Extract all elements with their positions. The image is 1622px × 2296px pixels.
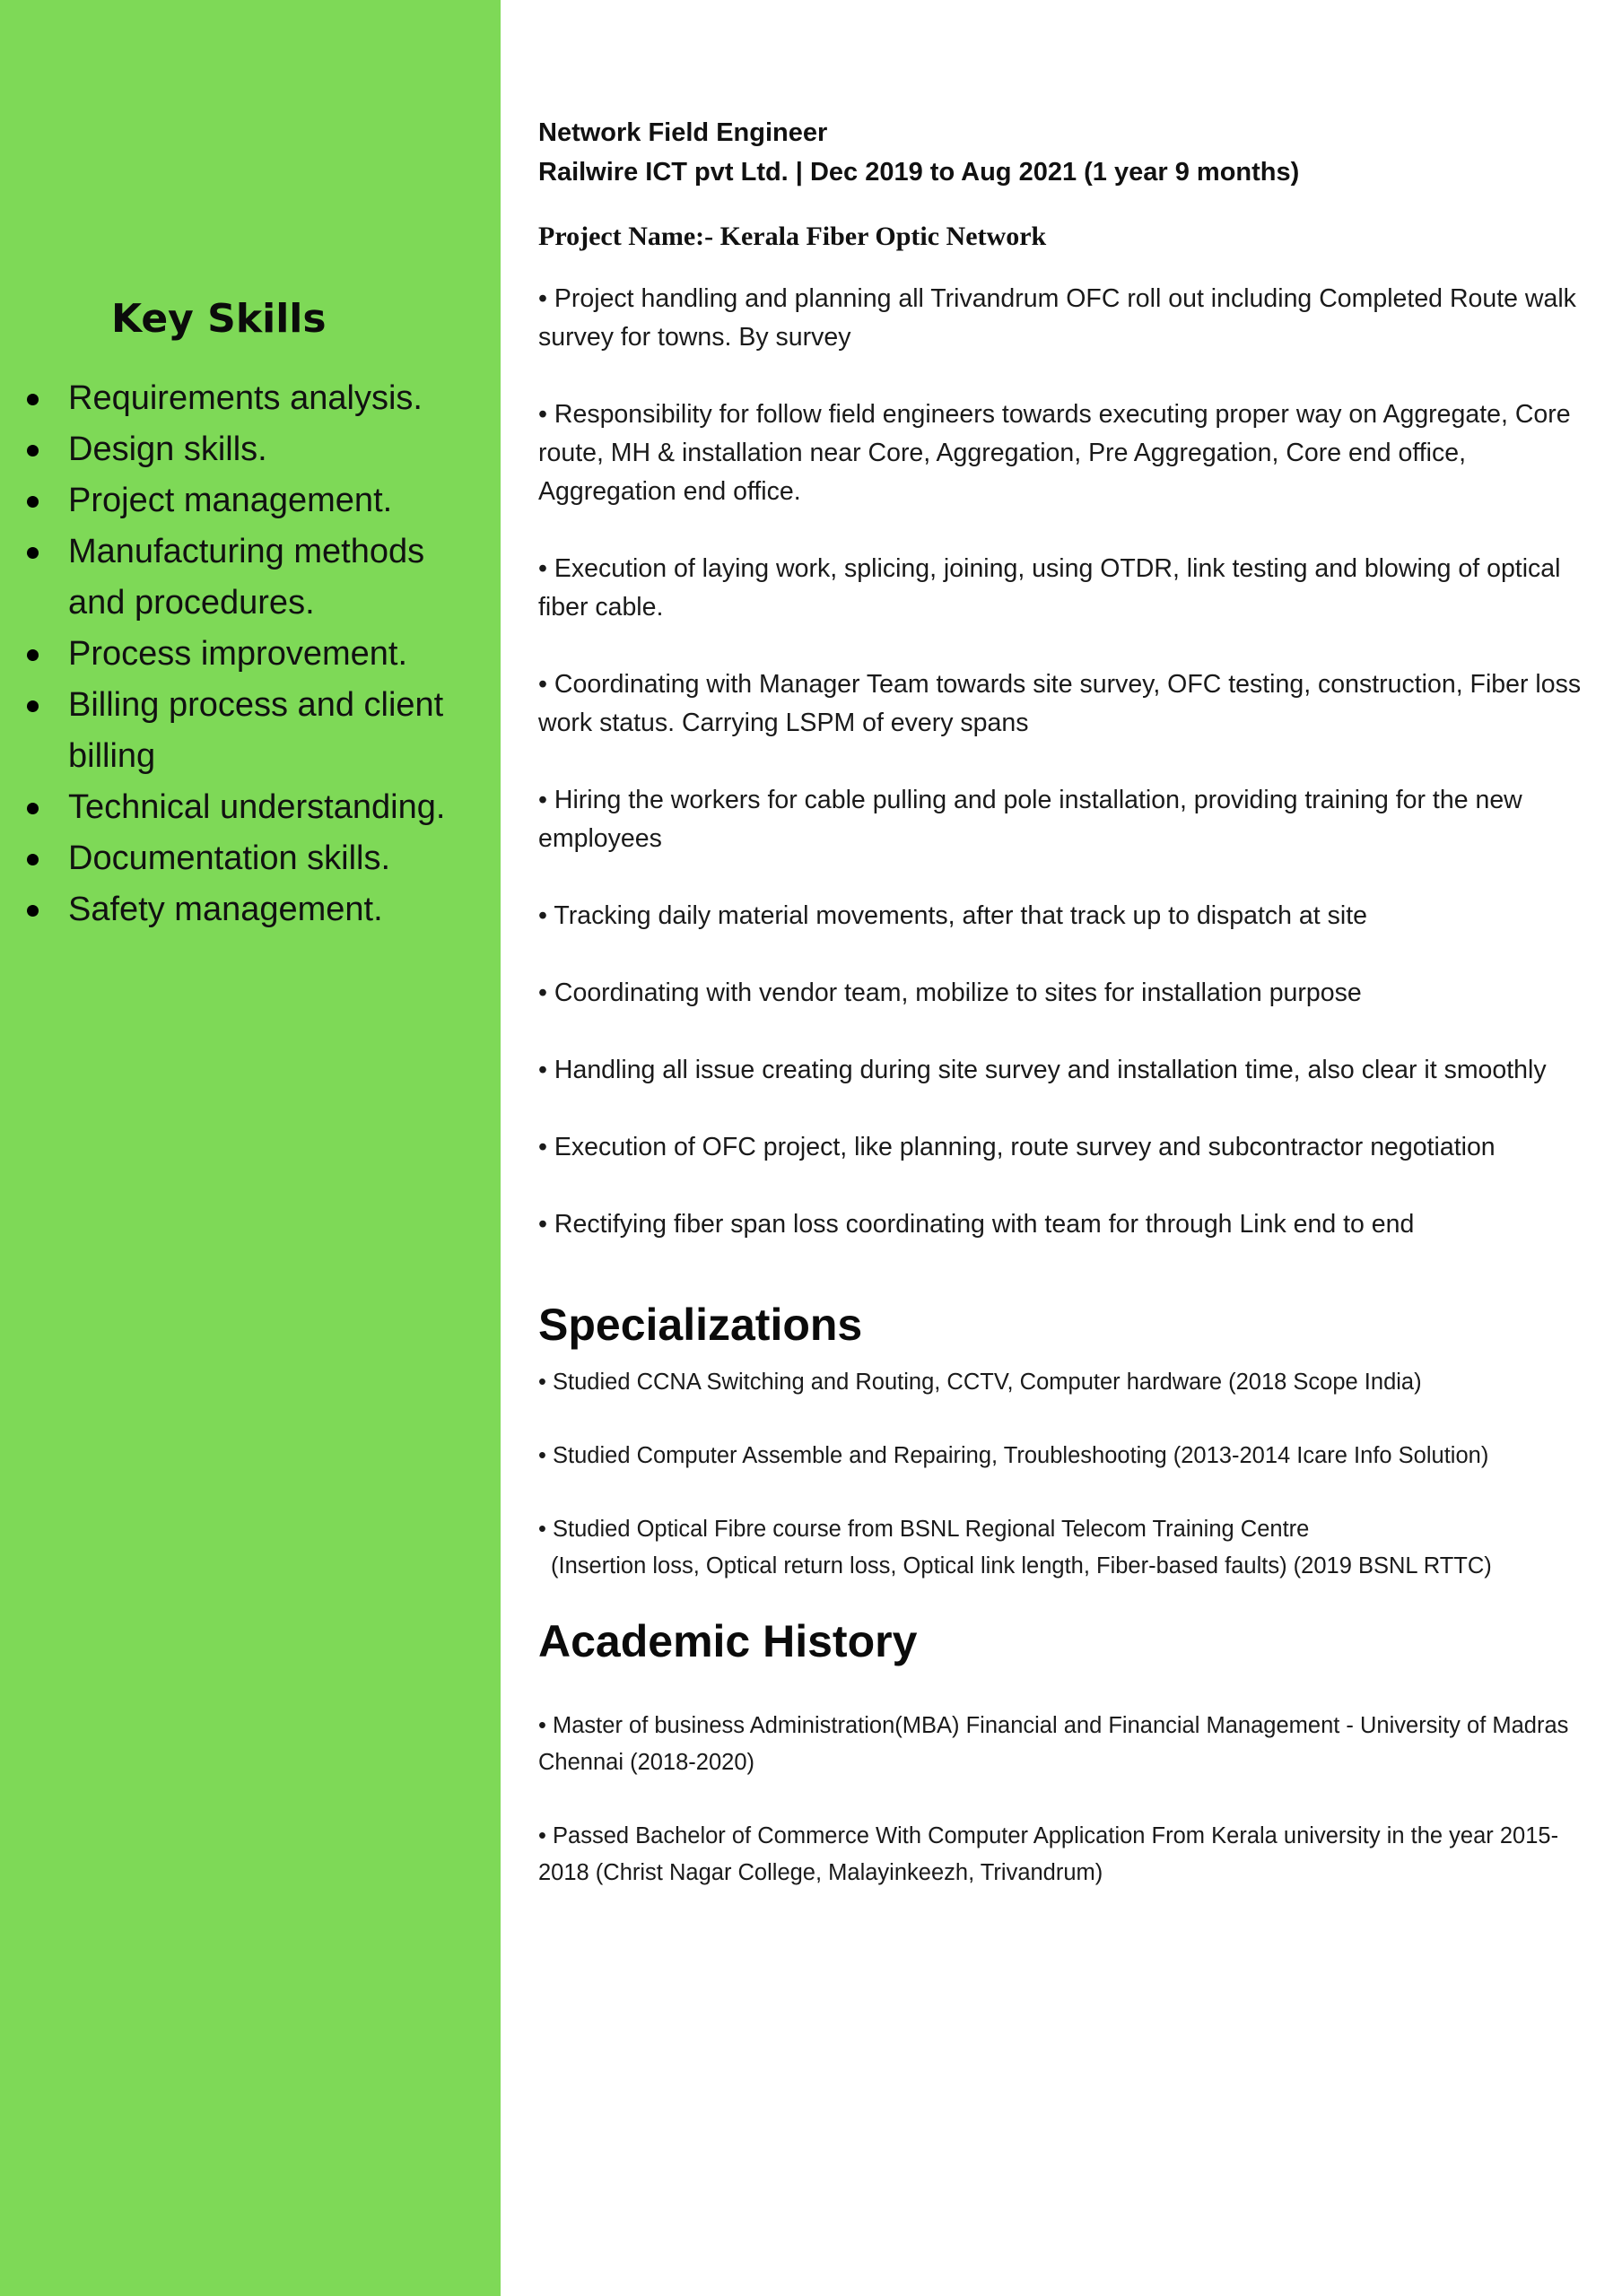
specializations-list: [538, 1364, 1606, 1585]
skill-label: Billing process and client billing: [68, 686, 444, 775]
specialization-text: • Studied CCNA Switching and Routing, CCTV, Computer hardware (2018 Scope India): [538, 1370, 1422, 1395]
job-title: Network Field Engineer: [538, 118, 828, 147]
experience-section: [538, 113, 1606, 1244]
skill-label: Safety management.: [68, 891, 383, 928]
job-company-dates: Railwire ICT pvt Ltd. | Dec 2019 to Aug 2021 (1 year 9 months): [538, 158, 1300, 187]
responsibility-item: • Tracking daily material movements, after that track up to dispatch at site: [538, 901, 1367, 930]
responsibility-item: • Handling all issue creating during site survey and installation time, also clear it smoothly: [538, 1056, 1547, 1084]
bullet-icon: [27, 445, 39, 457]
skills-list: [0, 373, 484, 935]
key-skills-heading: Key Skills: [111, 296, 327, 342]
specializations-heading: Specializations: [538, 1300, 863, 1350]
responsibility-item: • Execution of laying work, splicing, joining, using OTDR, link testing and blowing of optical fiber cable.: [538, 554, 1561, 622]
bullet-icon: [27, 854, 39, 865]
skill-item: [0, 475, 484, 526]
responsibility-item: • Execution of OFC project, like planning, route survey and subcontractor negotiation: [538, 1133, 1496, 1161]
skill-label: Technical understanding.: [68, 788, 446, 826]
bullet-icon: [27, 803, 39, 814]
sidebar: [0, 0, 501, 2296]
skill-item: [0, 629, 484, 680]
skill-item: [0, 884, 484, 935]
skill-item: [0, 373, 484, 424]
responsibility-item: • Coordinating with Manager Team towards site survey, OFC testing, construction, Fiber loss work status. Carrying LSPM of every spans: [538, 670, 1582, 737]
project-name: Project Name:- Kerala Fiber Optic Network: [538, 222, 1047, 251]
skill-item: [0, 680, 484, 782]
responsibility-item: • Project handling and planning all Trivandrum OFC roll out including Completed Route walk survey for towns. By survey: [538, 284, 1576, 352]
specialization-text: • Studied Optical Fibre course from BSNL Regional Telecom Training Centre: [538, 1517, 1310, 1542]
skill-item: [0, 833, 484, 884]
responsibility-item: • Rectifying fiber span loss coordinating with team for through Link end to end: [538, 1210, 1415, 1239]
specialization-text: • Studied Computer Assemble and Repairing, Troubleshooting (2013-2014 Icare Info Solution): [538, 1443, 1489, 1468]
specializations-section: [538, 1298, 1606, 1585]
academic-item: • Passed Bachelor of Commerce With Computer Application From Kerala university in the year 2015-2018 (Christ Nagar College, Malayinkeezh, Trivandrum): [538, 1823, 1559, 1885]
main-content: [538, 113, 1606, 1928]
bullet-icon: [27, 905, 39, 917]
bullet-icon: [27, 649, 39, 661]
academic-heading: Academic History: [538, 1616, 918, 1666]
skill-label: Documentation skills.: [68, 839, 391, 877]
specialization-item: [538, 1511, 1606, 1585]
skill-item: [0, 526, 484, 629]
specialization-detail: (Insertion loss, Optical return loss, Optical link length, Fiber-based faults) (2019 BSNL RTTC): [551, 1553, 1492, 1578]
bullet-icon: [27, 547, 39, 559]
bullet-icon: [27, 700, 39, 712]
specialization-item: [538, 1438, 1606, 1474]
responsibilities-list: [538, 280, 1606, 1244]
academic-list: [538, 1708, 1606, 1892]
bullet-icon: [27, 496, 39, 508]
bullet-icon: [27, 394, 39, 405]
skill-label: Manufacturing methods and procedures.: [68, 533, 425, 622]
responsibility-item: • Coordinating with vendor team, mobilize to sites for installation purpose: [538, 978, 1362, 1007]
skill-item: [0, 782, 484, 833]
skill-label: Process improvement.: [68, 635, 408, 673]
academic-section: [538, 1614, 1606, 1892]
responsibility-item: • Hiring the workers for cable pulling and pole installation, providing training for the new employees: [538, 786, 1522, 853]
specialization-item: [538, 1364, 1606, 1401]
responsibility-item: • Responsibility for follow field engineers towards executing proper way on Aggregate, Core route, MH & installation near Core, Aggregation, Pre Aggregation, Core end office, Aggregation end office.: [538, 400, 1571, 506]
academic-item: • Master of business Administration(MBA) Financial and Financial Management - University of Madras Chennai (2018-2020): [538, 1713, 1569, 1775]
skill-label: Requirements analysis.: [68, 379, 423, 417]
skill-label: Design skills.: [68, 430, 267, 468]
skill-label: Project management.: [68, 482, 393, 519]
skill-item: [0, 424, 484, 475]
